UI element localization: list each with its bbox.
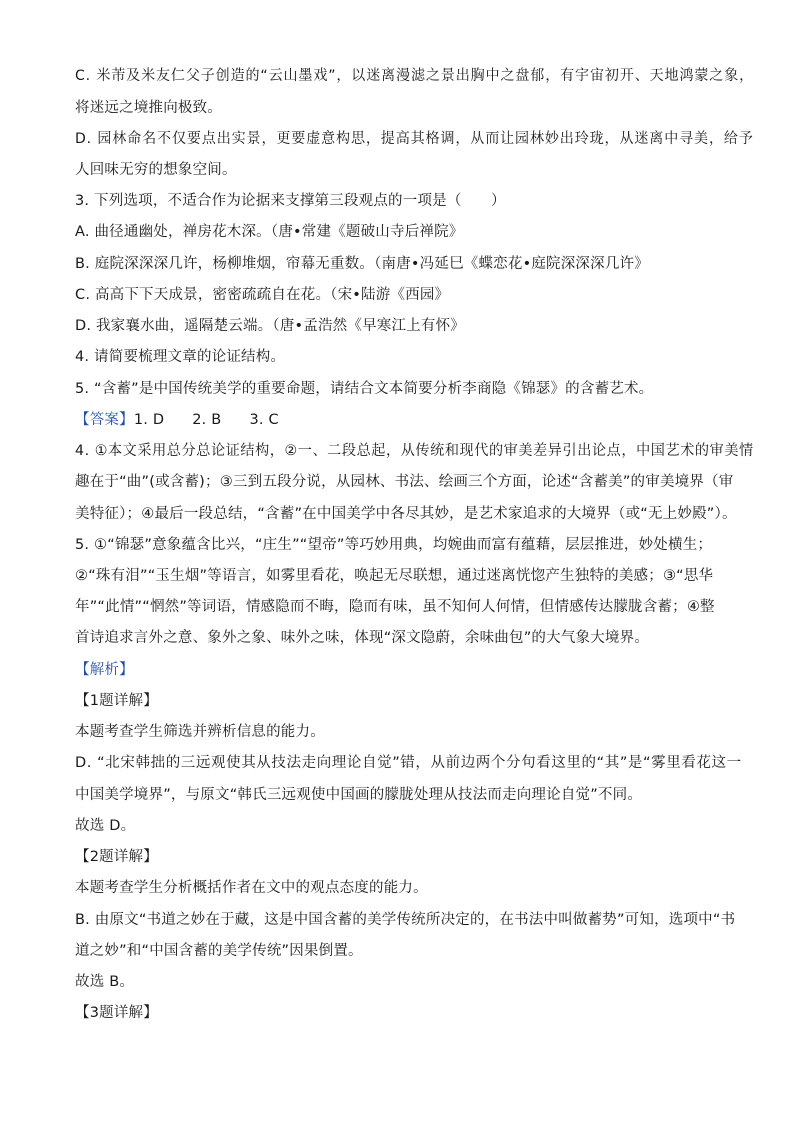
detail-1-line3: 中国美学境界”，与原文“韩氏三远观使中国画的朦胧处理从技法而走向理论自觉”不同。 <box>75 787 643 803</box>
option-d-line1: D. 园林命名不仅要点出实景，更要虚意构思，提高其格调，从而让园林妙出玲珑，从迷离中寻美，给予 <box>75 131 754 147</box>
answer-4-line2: 趣在于“曲”(或含蓄)；③三到五段分说，从园林、书法、绘画三个方面，论述“含蓄美”的审美境界（审 <box>75 474 734 490</box>
detail-2-line3: 道之妙”和“中国含蓄的美学传统”因果倒置。 <box>75 943 363 959</box>
answer-4-line3: 美特征）；④最后一段总结，“含蓄”在中国美学中各尽其妙，是艺术家追求的大境界（或“无上妙殿”）。 <box>75 506 737 522</box>
detail-2-label: 【2题详解】 <box>75 849 158 865</box>
option-c-line1: C. 米芾及米友仁父子创造的“云山墨戏”，以迷离漫滤之景出胸中之盘郁，有宇宙初开、天地鸿蒙之象， <box>75 68 755 84</box>
question-3: 3. 下列选项，不适合作为论据来支撑第三段观点的一项是（ ） <box>75 193 506 209</box>
answer-row <box>75 410 279 430</box>
option-d-line2: 人回味无穷的想象空间。 <box>75 162 237 178</box>
detail-1-line4: 故选 D。 <box>75 818 136 834</box>
answer-4-line1: 4. ①本文采用总分总论证结构，②一、二段总起，从传统和现代的审美差异引出论点，中国艺术的审美情 <box>75 443 754 459</box>
answer-3: 3. C <box>249 412 279 428</box>
detail-3-label: 【3题详解】 <box>75 1005 158 1021</box>
option-c-line2: 将迷远之境推向极致。 <box>75 100 222 116</box>
detail-2-line2: B. 由原文“书道之妙在于藏，这是中国含蓄的美学传统所决定的，在书法中叫做蓄势”可知，选项中“书 <box>75 912 736 928</box>
answer-1: 1. D <box>133 412 165 428</box>
question-3-option-d: D. 我家襄水曲，遥隔楚云端。（唐•孟浩然《早寒江上有怀》 <box>75 318 465 334</box>
question-3-option-c: C. 高高下下天成景，密密疏疏自在花。（宋•陆游《西园》 <box>75 287 450 303</box>
question-4: 4. 请简要梳理文章的论证结构。 <box>75 349 286 365</box>
question-5: 5. “含蓄”是中国传统美学的重要命题，请结合文本简要分析李商隐《锦瑟》的含蓄艺术。 <box>75 381 654 397</box>
answer-5-line1: 5. ①“锦瑟”意象蕴含比兴，“庄生”“望帝”等巧妙用典，均婉曲而富有蕴藉，层层推进，妙处横生； <box>75 537 713 553</box>
answer-label: 【答案】 <box>75 412 134 428</box>
detail-2-line4: 故选 B。 <box>75 974 135 990</box>
question-3-option-a: A. 曲径通幽处，禅房花木深。（唐•常建《题破山寺后禅院》 <box>75 224 464 240</box>
answer-5-line2: ②“珠有泪”“玉生烟”等语言，如雾里看花，唤起无尽联想，通过迷离恍惚产生独特的美感；③“思华 <box>75 568 714 584</box>
answer-5-line4: 首诗追求言外之意、象外之象、味外之味，体现“深文隐蔚，余味曲包”的大气象大境界。 <box>75 630 650 646</box>
detail-1-line2: D. “北宋韩拙的三远观使其从技法走向理论自觉”错，从前边两个分句看这里的“其”是“雾里看花这一 <box>75 755 742 771</box>
detail-1-label: 【1题详解】 <box>75 693 158 709</box>
analysis-label: 【解析】 <box>75 662 134 678</box>
detail-1-line1: 本题考查学生筛选并辨析信息的能力。 <box>75 724 325 740</box>
answer-2: 2. B <box>192 412 222 428</box>
question-3-option-b: B. 庭院深深深几许，杨柳堆烟，帘幕无重数。（南唐•冯延巳《蝶恋花•庭院深深深几许》 <box>75 256 649 272</box>
answer-5-line3: 年”“此情”“惘然”等词语，情感隐而不晦，隐而有味，虽不知何人何情，但情感传达朦胧含蓄；④整 <box>75 599 715 615</box>
detail-2-line1: 本题考查学生分析概括作者在文中的观点态度的能力。 <box>75 880 428 896</box>
